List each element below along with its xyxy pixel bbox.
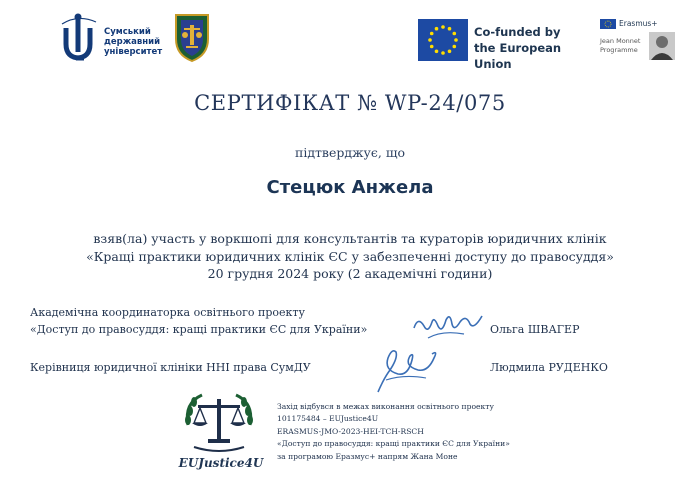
- project-info-line: ERASMUS-JMO-2023-HEI-TCH-RSCH: [277, 426, 424, 436]
- sumdu-emblem-icon: [60, 12, 106, 62]
- participation-line: взяв(ла) участь у воркшопі для консультантів та кураторів юридичних клінік: [93, 231, 607, 246]
- clinic-head-signature: [368, 340, 448, 398]
- jean-monnet-line: Programme: [600, 46, 638, 54]
- clinic-head-name: Людмила РУДЕНКО: [490, 361, 608, 374]
- eu-line-1: Co-funded by: [474, 25, 561, 39]
- coordinator-signature: [408, 308, 488, 344]
- project-info: [277, 401, 510, 463]
- project-info-line: 101175484 – EUJustice4U: [277, 414, 379, 424]
- erasmus-flag-icon: [600, 19, 616, 29]
- university-name: [104, 27, 166, 57]
- project-info-line: «Доступ до правосуддя: кращі практики ЄС для України»: [277, 439, 510, 449]
- participation-text: [0, 230, 700, 283]
- project-info-line: Захід відбувся в межах виконання освітнього проекту: [277, 402, 494, 411]
- erasmus-jean-monnet-logo: [600, 19, 678, 61]
- eujustice-logo-text: EUJustice4U: [178, 456, 264, 470]
- clinic-head-title: Керівниця юридичної клініки ННІ права СумДУ: [30, 361, 311, 374]
- university-name-line: Сумський: [104, 27, 151, 37]
- eu-flag-icon: [418, 19, 468, 61]
- project-info-line: за програмою Еразмус+ напрям Жана Моне: [277, 451, 458, 461]
- jean-monnet-text: [600, 37, 648, 55]
- certificate-title: СЕРТИФІКАТ № WP-24/075: [194, 91, 506, 115]
- university-name-line: державний: [104, 37, 161, 47]
- coordinator-name: Ольга ШВАГЕР: [490, 323, 580, 336]
- law-institute-crest-icon: [170, 11, 214, 63]
- participation-date: 20 грудня 2024 року (2 академічні години): [207, 266, 493, 281]
- confirm-text: підтверджує, що: [294, 145, 406, 160]
- coordinator-title: Академічна координаторка освітнього проекту: [30, 306, 305, 319]
- sumdu-logo: [60, 12, 163, 62]
- eu-line-2: the European Union: [474, 41, 562, 71]
- eujustice-scales-icon: [180, 389, 258, 457]
- erasmus-label: Erasmus+: [619, 19, 658, 28]
- participation-line: «Кращі практики юридичних клінік ЄС у забезпеченні доступу до правосуддя»: [86, 248, 614, 264]
- jean-monnet-portrait-icon: [649, 32, 675, 60]
- eu-cofunded-logo: [418, 19, 586, 71]
- jean-monnet-line: Jean Monnet: [600, 37, 641, 45]
- recipient-name: Стецюк Анжела: [266, 177, 434, 198]
- eu-cofunded-text: [474, 24, 586, 72]
- university-name-line: університет: [104, 47, 163, 57]
- coordinator-project: «Доступ до правосуддя: кращі практики ЄС для України»: [30, 323, 368, 336]
